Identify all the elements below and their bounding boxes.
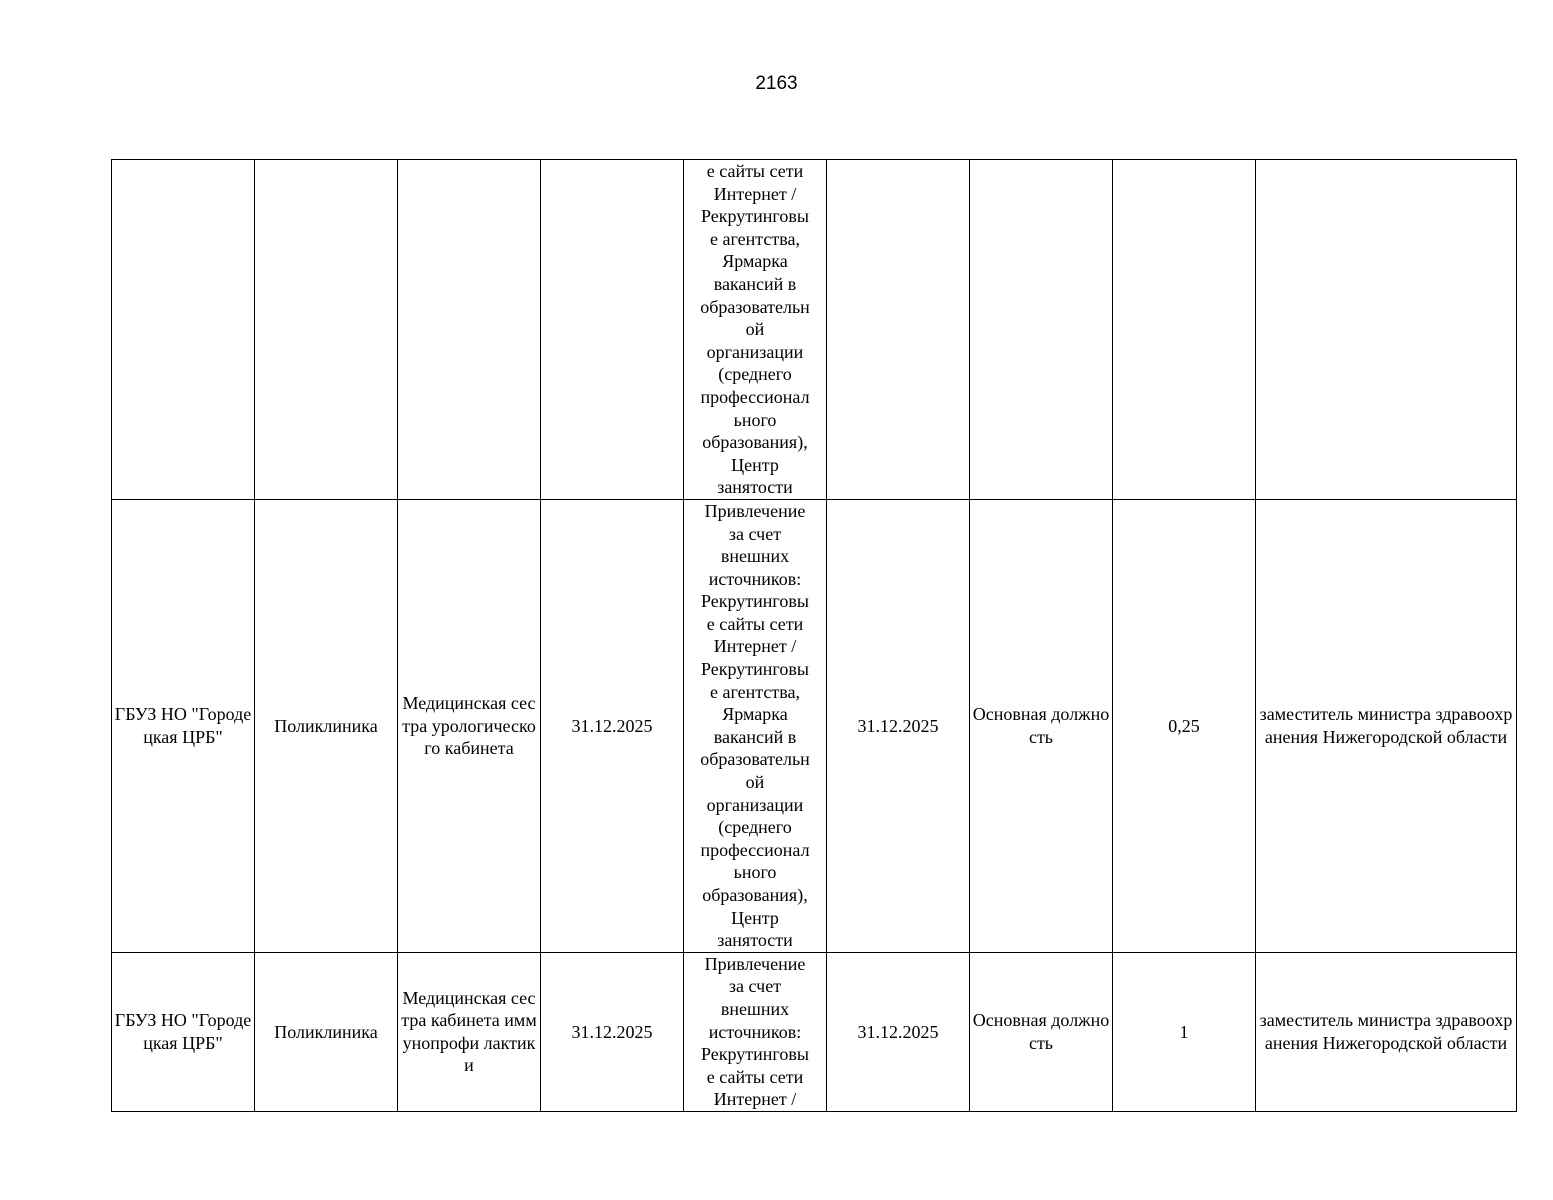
- source-line: вакансий в: [713, 726, 797, 747]
- source-line: ой: [745, 772, 765, 793]
- source-line: Привлечение: [704, 500, 806, 521]
- table-row: [112, 952, 1517, 1111]
- source-line: образования),: [702, 432, 808, 453]
- position-type-cell: [970, 160, 1113, 500]
- source-line: Центр: [731, 454, 779, 475]
- source-line: е агентства,: [710, 681, 800, 702]
- source-line: организации: [706, 794, 804, 815]
- source-line: Привлечение: [704, 953, 806, 974]
- source-line: Рекрутинговы: [701, 591, 809, 612]
- position-type-cell: Основная должность: [970, 952, 1113, 1111]
- source-line: е агентства,: [710, 228, 800, 249]
- source-line: профессионал: [700, 839, 810, 860]
- date-to-cell: [827, 160, 970, 500]
- source-line: Рекрутинговы: [701, 659, 809, 680]
- table-row: [112, 160, 1517, 500]
- rate-cell: 1: [1113, 952, 1256, 1111]
- date-from-cell: 31.12.2025: [541, 499, 684, 952]
- vacancy-table-body: [112, 160, 1517, 1112]
- page-number: 2163: [755, 73, 798, 94]
- source-line: источников:: [708, 568, 802, 589]
- source-line: Центр: [731, 907, 779, 928]
- department-cell: [255, 160, 398, 500]
- source-line: организации: [706, 341, 804, 362]
- vacancy-table: [111, 159, 1517, 1112]
- source-line: (среднего: [718, 364, 792, 385]
- source-cell: [684, 160, 827, 500]
- source-line: Рекрутинговы: [701, 206, 809, 227]
- department-cell: Поликлиника: [255, 952, 398, 1111]
- responsible-cell: заместитель министра здравоохранения Нижегородской области: [1256, 952, 1517, 1111]
- source-line: источников:: [708, 1021, 802, 1042]
- position-type-cell: Основная должность: [970, 499, 1113, 952]
- source-line: образовательн: [700, 749, 810, 770]
- rate-cell: [1113, 160, 1256, 500]
- table-row: [112, 499, 1517, 952]
- department-cell: Поликлиника: [255, 499, 398, 952]
- source-line: (среднего: [718, 817, 792, 838]
- position-cell: Медицинская сестра кабинета иммунопрофи лактики: [398, 952, 541, 1111]
- source-line: Ярмарка: [722, 704, 788, 725]
- source-line: внешних: [720, 998, 790, 1019]
- source-line: Интернет /: [713, 1089, 797, 1110]
- source-line: занятости: [717, 930, 793, 951]
- source-line: вакансий в: [713, 273, 797, 294]
- date-to-cell: 31.12.2025: [827, 499, 970, 952]
- date-from-cell: [541, 160, 684, 500]
- source-line: Рекрутинговы: [701, 1044, 809, 1065]
- source-line: е сайты сети: [706, 1066, 804, 1087]
- source-line: ьного: [733, 862, 777, 883]
- source-line: Ярмарка: [722, 251, 788, 272]
- source-line: ой: [745, 319, 765, 340]
- source-line: за счет: [728, 976, 782, 997]
- source-line: занятости: [717, 477, 793, 498]
- organization-cell: ГБУЗ НО "Городецкая ЦРБ": [112, 952, 255, 1111]
- source-line: ьного: [733, 409, 777, 430]
- source-line: образовательн: [700, 296, 810, 317]
- source-line: образования),: [702, 885, 808, 905]
- source-line: профессионал: [700, 386, 810, 407]
- position-cell: [398, 160, 541, 500]
- date-to-cell: 31.12.2025: [827, 952, 970, 1111]
- rate-cell: 0,25: [1113, 499, 1256, 952]
- source-line: внешних: [720, 546, 790, 567]
- position-cell: Медицинская сестра урологическо го кабинета: [398, 499, 541, 952]
- date-from-cell: 31.12.2025: [541, 952, 684, 1111]
- organization-cell: [112, 160, 255, 500]
- source-line: е сайты сети: [706, 161, 804, 181]
- source-line: Интернет /: [713, 183, 797, 204]
- responsible-cell: заместитель министра здравоохранения Нижегородской области: [1256, 499, 1517, 952]
- source-cell: [684, 499, 827, 952]
- responsible-cell: [1256, 160, 1517, 500]
- source-line: Интернет /: [713, 636, 797, 657]
- source-line: за счет: [728, 523, 782, 544]
- source-cell: [684, 952, 827, 1111]
- organization-cell: ГБУЗ НО "Городецкая ЦРБ": [112, 499, 255, 952]
- source-line: е сайты сети: [706, 613, 804, 634]
